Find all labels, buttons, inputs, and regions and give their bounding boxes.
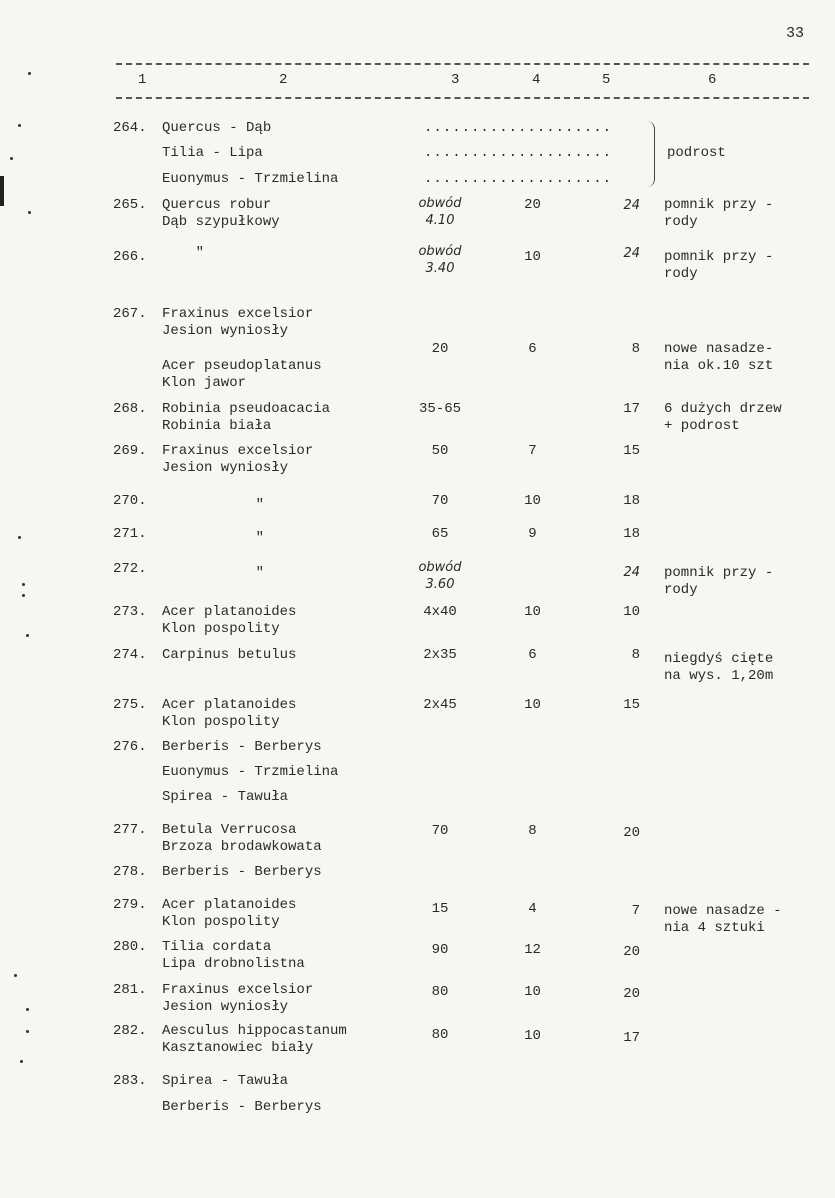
col4-value: 10 — [524, 1028, 541, 1044]
note: nia ok.10 szt — [664, 358, 774, 374]
entry-number: 276. — [113, 739, 147, 755]
species-name: Tilia - Lipa — [162, 145, 263, 161]
col5-value: 15 — [623, 697, 640, 713]
species-name: Euonymus - Trzmielina — [162, 764, 339, 780]
note: nowe nasadze - — [664, 903, 782, 919]
species-name: Robinia biała — [162, 418, 272, 434]
col4-value: 10 — [524, 493, 541, 509]
note: na wys. 1,20m — [664, 668, 774, 684]
entry-number: 271. — [113, 526, 147, 542]
entry-number: 274. — [113, 647, 147, 663]
col3-value: 50 — [431, 443, 449, 459]
species-name: Fraxinus excelsior — [162, 306, 314, 322]
col4-value: 6 — [528, 647, 537, 663]
species-name: Acer platanoides — [162, 604, 297, 620]
col5-value: 8 — [631, 647, 640, 663]
species-name: Euonymus - Trzmielina — [162, 171, 339, 187]
margin-mark — [22, 594, 25, 597]
species-name: Acer platanoides — [162, 697, 297, 713]
col3-value: obwód 3.60 — [418, 560, 462, 592]
col4-value: 4 — [528, 901, 537, 917]
entry-number: 269. — [113, 443, 147, 459]
entry-number: 280. — [113, 939, 147, 955]
entry-number: 272. — [113, 561, 147, 577]
dot-leader: .................... — [424, 171, 613, 187]
species-name: Klon pospolity — [162, 914, 280, 930]
col-header-3: 3 — [451, 72, 460, 88]
col-header-2: 2 — [279, 72, 288, 88]
species-name: Jesion wyniosły — [162, 323, 289, 339]
col5-value: 10 — [623, 604, 640, 620]
species-name: Acer pseudoplatanus — [162, 358, 322, 374]
col5-value: 20 — [623, 825, 640, 841]
entry-number: 279. — [113, 897, 147, 913]
col-header-6: 6 — [708, 72, 717, 88]
species-name: Berberis - Berberys — [162, 1099, 322, 1115]
col5-value: 24 — [623, 565, 640, 580]
species-name: Acer platanoides — [162, 897, 297, 913]
col5-value: 18 — [623, 493, 640, 509]
entry-number: 267. — [113, 306, 147, 322]
col5-value: 15 — [623, 443, 640, 459]
margin-mark — [20, 1060, 23, 1063]
note: + podrost — [664, 418, 740, 434]
col4-value: 20 — [524, 197, 541, 213]
entry-number: 265. — [113, 197, 147, 213]
entry-number: 283. — [113, 1073, 147, 1089]
note: pomnik przy - — [664, 565, 774, 581]
col3-value: obwód 3.40 — [418, 244, 462, 276]
col5-value: 24 — [623, 246, 640, 261]
species-name: Carpinus betulus — [162, 647, 297, 663]
margin-mark — [28, 72, 31, 75]
species-name: Jesion wyniosły — [162, 999, 289, 1015]
margin-mark — [26, 1030, 29, 1033]
note: pomnik przy - — [664, 197, 774, 213]
col3-value: 20 — [431, 341, 449, 357]
margin-mark — [18, 536, 21, 539]
species-name: Fraxinus excelsior — [162, 443, 314, 459]
col3-value: 80 — [431, 1027, 449, 1043]
entry-number: 277. — [113, 822, 147, 838]
col5-value: 20 — [623, 986, 640, 1002]
col3-value: 90 — [431, 942, 449, 958]
ditto-mark: " — [222, 565, 265, 581]
col3-value: 35-65 — [418, 401, 461, 417]
col4-value: 7 — [528, 443, 537, 459]
species-name: Lipa drobnolistna — [162, 956, 305, 972]
dot-leader: .................... — [424, 145, 613, 161]
species-name: Tilia cordata — [162, 939, 272, 955]
species-name: Spirea - Tawuła — [162, 789, 289, 805]
species-name: Fraxinus excelsior — [162, 982, 314, 998]
note: rody — [664, 266, 698, 282]
species-name: Klon pospolity — [162, 621, 280, 637]
species-name: Robinia pseudoacacia — [162, 401, 331, 417]
entry-number: 281. — [113, 982, 147, 998]
col3-value: 2x35 — [423, 647, 457, 663]
header-rule-top — [116, 63, 809, 65]
note: rody — [664, 214, 698, 230]
ditto-mark: " — [222, 530, 265, 546]
margin-mark — [26, 1008, 29, 1011]
col4-value: 10 — [524, 984, 541, 1000]
species-name: Berberis - Berberys — [162, 864, 322, 880]
note: rody — [664, 582, 698, 598]
entry-number: 273. — [113, 604, 147, 620]
col3-value: 70 — [431, 823, 449, 839]
col3-value: 70 — [431, 493, 449, 509]
entry-number: 278. — [113, 864, 147, 880]
margin-mark — [22, 583, 25, 586]
col4-value: 10 — [524, 249, 541, 265]
species-name: Klon jawor — [162, 375, 247, 391]
entry-number: 266. — [113, 249, 147, 265]
margin-mark — [0, 176, 4, 206]
species-name: Klon pospolity — [162, 714, 280, 730]
col-header-5: 5 — [602, 72, 611, 88]
note: nowe nasadze- — [664, 341, 774, 357]
species-name: Berberis - Berberys — [162, 739, 322, 755]
col3-value: 80 — [431, 984, 449, 1000]
note: podrost — [667, 145, 726, 161]
margin-mark — [10, 157, 13, 160]
note: pomnik przy - — [664, 249, 774, 265]
col3-value: 15 — [431, 901, 449, 917]
species-name: Kasztanowiec biały — [162, 1040, 314, 1056]
col5-value: 20 — [623, 944, 640, 960]
col-header-1: 1 — [138, 72, 147, 88]
brace — [646, 121, 655, 187]
margin-mark — [18, 124, 21, 127]
col5-value: 17 — [623, 401, 640, 417]
col4-value: 8 — [528, 823, 537, 839]
col3-value: 65 — [431, 526, 449, 542]
col4-value: 9 — [528, 526, 537, 542]
col5-value: 7 — [631, 903, 640, 919]
header-rule-bottom — [116, 97, 809, 99]
entry-number: 270. — [113, 493, 147, 509]
note: niegdyś cięte — [664, 651, 774, 667]
entry-number: 268. — [113, 401, 147, 417]
col4-value: 6 — [528, 341, 537, 357]
species-name: Betula Verrucosa — [162, 822, 297, 838]
entry-number: 282. — [113, 1023, 147, 1039]
col5-value: 8 — [631, 341, 640, 357]
entry-number: 275. — [113, 697, 147, 713]
col5-value: 17 — [623, 1030, 640, 1046]
species-name: Aesculus hippocastanum — [162, 1023, 347, 1039]
col-header-4: 4 — [532, 72, 541, 88]
col4-value: 10 — [524, 697, 541, 713]
species-name: Quercus - Dąb — [162, 120, 272, 136]
col3-value: obwód 4.10 — [418, 196, 462, 228]
page-number: 33 — [786, 25, 805, 42]
species-name: Quercus robur — [162, 197, 272, 213]
col5-value: 24 — [623, 198, 640, 213]
col3-value: 2x45 — [423, 697, 457, 713]
margin-mark — [26, 634, 29, 637]
ditto-mark: " — [162, 245, 205, 261]
ditto-mark: " — [222, 497, 265, 513]
margin-mark — [28, 211, 31, 214]
note: 6 dużych drzew — [664, 401, 782, 417]
dot-leader: .................... — [424, 120, 613, 136]
col4-value: 12 — [524, 942, 541, 958]
species-name: Brzoza brodawkowata — [162, 839, 322, 855]
margin-mark — [14, 974, 17, 977]
species-name: Spirea - Tawuła — [162, 1073, 289, 1089]
col5-value: 18 — [623, 526, 640, 542]
species-name: Dąb szypułkowy — [162, 214, 280, 230]
col4-value: 10 — [524, 604, 541, 620]
col3-value: 4x40 — [423, 604, 457, 620]
entry-number: 264. — [113, 120, 147, 136]
note: nia 4 sztuki — [664, 920, 765, 936]
species-name: Jesion wyniosły — [162, 460, 289, 476]
